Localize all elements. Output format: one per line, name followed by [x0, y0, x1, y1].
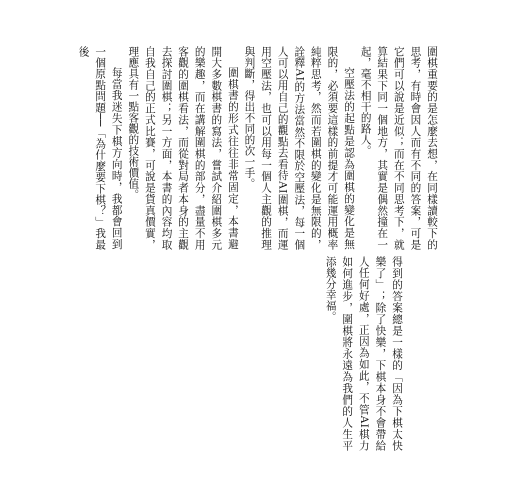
- paragraph-happiness: 得到的答案總是一樣的「因為下棋太快樂了」；除了快樂，下棋本身不會帶給人任何好處，正因為如此，不管AI棋力如何進步，圍棋將永遠為我們的人生平添幾分幸福。: [324, 256, 403, 451]
- paragraph-space-pressure-method: 空壓法的起點是認為圍棋的變化是無限的，必須要這樣的前提才可能運用概率純粹思考，然而若圍棋的變化是無限的，詮釋AI的方法當然不限於空壓法，每一個人可以用自己的觀點去看待AI圍棋，而運用空壓法，也可以用每一個人主觀的推理與判斷，得出不同的次一手。: [243, 46, 356, 250]
- paragraph-thinking: 圍棋重要的是怎麼去想，在同樣讀較下的思考，有時會因人而有不同的答案，可是它們可以說是近似；而在不同思考下，就算結果下同一個地方，其實是偶然撞在一起，毫不相干的路人。: [359, 46, 438, 250]
- paragraph-why-play-go: 每當我迷失下棋方向時，我都會回到一個原點問題──「為什麼要下棋？」我最後: [77, 46, 123, 250]
- paragraph-book-format: 圍棋書的形式往往非常固定，本書避開大多數棋書的寫法，嘗試介紹圍棋多元的樂趣，而在講解圍棋的部分，盡量不用客觀的圍棋看法，而從對局者本身的主觀去探討圍棋；另一方面，本書的內容均取自我自己的正式比賽，可說是貨真價實，理應具有一點客觀的技術價值。: [127, 46, 239, 250]
- upper-text-block: [77, 46, 440, 250]
- lower-text-block: [325, 256, 405, 451]
